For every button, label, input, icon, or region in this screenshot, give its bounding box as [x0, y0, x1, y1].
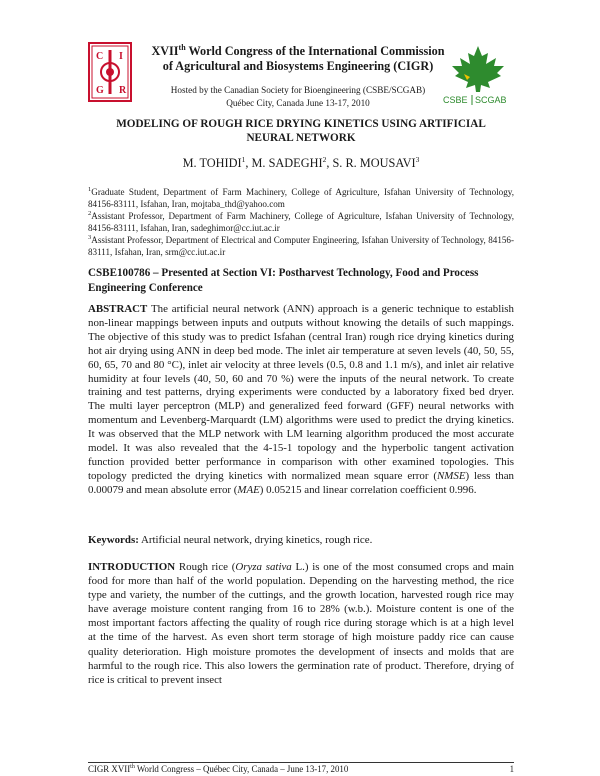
affiliation-1 — [88, 184, 514, 210]
author-1: M. TOHIDI — [182, 156, 242, 171]
affiliation-3-text: Assistant Professor, Department of Electrical and Computer Engineering, Isfahan University of Technology, 84156-83111, Isfahan, Iran, srm@cc.iut.ac.ir — [88, 235, 514, 257]
author-2: M. SADEGHI — [251, 156, 323, 171]
keywords — [88, 534, 514, 546]
scgab-text: SCGAB — [475, 95, 507, 105]
cigr-letter-g: G — [96, 85, 104, 96]
title-line2: NEURAL NETWORK — [246, 131, 356, 144]
csbe-text: CSBE — [443, 95, 468, 105]
footer-prefix: CIGR XVII — [88, 764, 131, 774]
congress-sup: th — [178, 43, 186, 52]
presented-at: CSBE100786 – Presented at Section VI: Postharvest Technology, Food and Process Engineering Conference — [88, 267, 479, 294]
congress-prefix: XVII — [151, 44, 179, 59]
intro-heading: INTRODUCTION — [88, 561, 176, 573]
intro-text-2: L.) is one of the most consumed crops and main food for more than half of the world population. Depending on the harvesting method, the rice type and variety, the number of the cuttings, and the growth location, harvested rough rice may have average moisture content ranging from 16 to 28% (w.b.). Moisture content is one of the most important factors affecting the quality of rough rice during storage which is at a high level at the time of the harvest. As even short term storage of high moisture paddy rice can cause quality deterioration. High moisture promotes the development of insects and molds that are harmful to the rough rice. This also lowers the germination rate of product. Therefore, drying of rice is critical to prevent insect — [88, 561, 514, 686]
hosted-by — [148, 84, 448, 109]
affiliation-3 — [88, 232, 514, 258]
abstract-text-3: ) 0.05215 and linear correlation coefficient 0.996. — [259, 483, 477, 496]
csbe-logo — [440, 44, 516, 106]
abstract-heading: ABSTRACT — [88, 303, 148, 315]
congress-rest: World Congress of the International Commission — [185, 44, 445, 59]
cigr-letter-i: I — [119, 51, 123, 62]
paper-title — [88, 118, 514, 145]
affiliation-1-text: Graduate Student, Department of Farm Machinery, College of Agriculture, Isfahan University of Technology, 84156-83111, Isfahan, Iran, mojtaba_thd@yahoo.com — [88, 187, 514, 209]
footer-sup: th — [130, 764, 135, 771]
author-3-sup: 3 — [415, 155, 420, 164]
cigr-letter-c: C — [96, 51, 104, 62]
affiliation-2-text: Assistant Professor, Department of Farm Machinery, College of Agriculture, Isfahan University of Technology, 84156-83111, Isfahan, Iran, sadeghimor@cc.iut.ac.ir — [88, 211, 514, 233]
congress-title — [148, 40, 448, 74]
intro-text-1: Rough rice ( — [175, 561, 236, 573]
title-line1: MODELING OF ROUGH RICE DRYING KINETICS USING ARTIFICIAL — [116, 118, 486, 130]
author-3: S. R. MOUSAVI — [332, 156, 416, 171]
abstract-mae: MAE — [237, 483, 260, 496]
cigr-letter-r: R — [119, 85, 127, 96]
abstract-text-1: The artificial neural network (ANN) approach is a generic technique to establish non-linear mappings between inputs and outputs without knowing the details of such mappings. The objective of this study was to predict Isfahan (central Iran) rough rice drying kinetics during hot air drying using ANN in deep bed mode. The inlet air temperature at seven levels (40, 50, 55, 60, 65, 70 and 80 °C), inlet air velocity at three levels (0.5, 0.8 and 1.1 m/s), and inlet air relative humidity at four levels (40, 50, 60 and 70 %) were the inputs of the neural network. To create training and test patterns, drying experiments were conducted by a laboratory fixed bed dryer. The multi layer perceptron (MLP) and generalized feed forward (GFF) neural networks with momentum and Levenberg-Marquardt (LM) algorithms were used to predict the drying kinetics. It was observed that the MLP network with LM learning algorithm produced the most accurate model. It was also revealed that the 4-15-1 topology and the hyperbolic tangent activation function provided better performance in comparison with other examined topologies. This topology predicted the drying kinetics with normalized mean square error ( — [88, 303, 514, 482]
footer-rule — [88, 762, 514, 763]
congress-line2: of Agricultural and Biosystems Engineering (CIGR) — [162, 59, 434, 74]
keywords-label: Keywords: — [88, 534, 139, 546]
abstract-text-2: ) less than 0.00079 and mean absolute error ( — [88, 469, 514, 496]
hosted-line1: Hosted by the Canadian Society for Bioengineering (CSBE/SCGAB) — [170, 85, 426, 95]
abstract-nmse: NMSE — [437, 469, 466, 482]
affiliation-2-sup: 2 — [88, 210, 92, 217]
affiliation-1-sup: 1 — [88, 186, 92, 193]
page-number: 1 — [509, 764, 514, 774]
hosted-line2: Québec City, Canada June 13-17, 2010 — [226, 97, 370, 108]
intro-species: Oryza sativa — [235, 561, 292, 573]
author-1-sup: 1 — [241, 155, 246, 164]
footer-text: World Congress – Québec City, Canada – June 13-17, 2010 — [134, 764, 349, 774]
introduction — [88, 560, 514, 687]
maple-leaf-icon — [452, 46, 504, 92]
affiliation-3-sup: 3 — [88, 234, 92, 241]
footer — [88, 764, 514, 774]
authors: M. TOHIDI$^1$, M. SADEGHI$^2$, S. R. MOUSAVI$^3$ — [182, 155, 420, 171]
cigr-logo — [88, 42, 132, 102]
author-2-sup: 2 — [322, 155, 327, 164]
keywords-text: Artificial neural network, drying kinetics, rough rice. — [138, 534, 373, 546]
abstract — [88, 303, 514, 498]
affiliation-2 — [88, 208, 514, 234]
